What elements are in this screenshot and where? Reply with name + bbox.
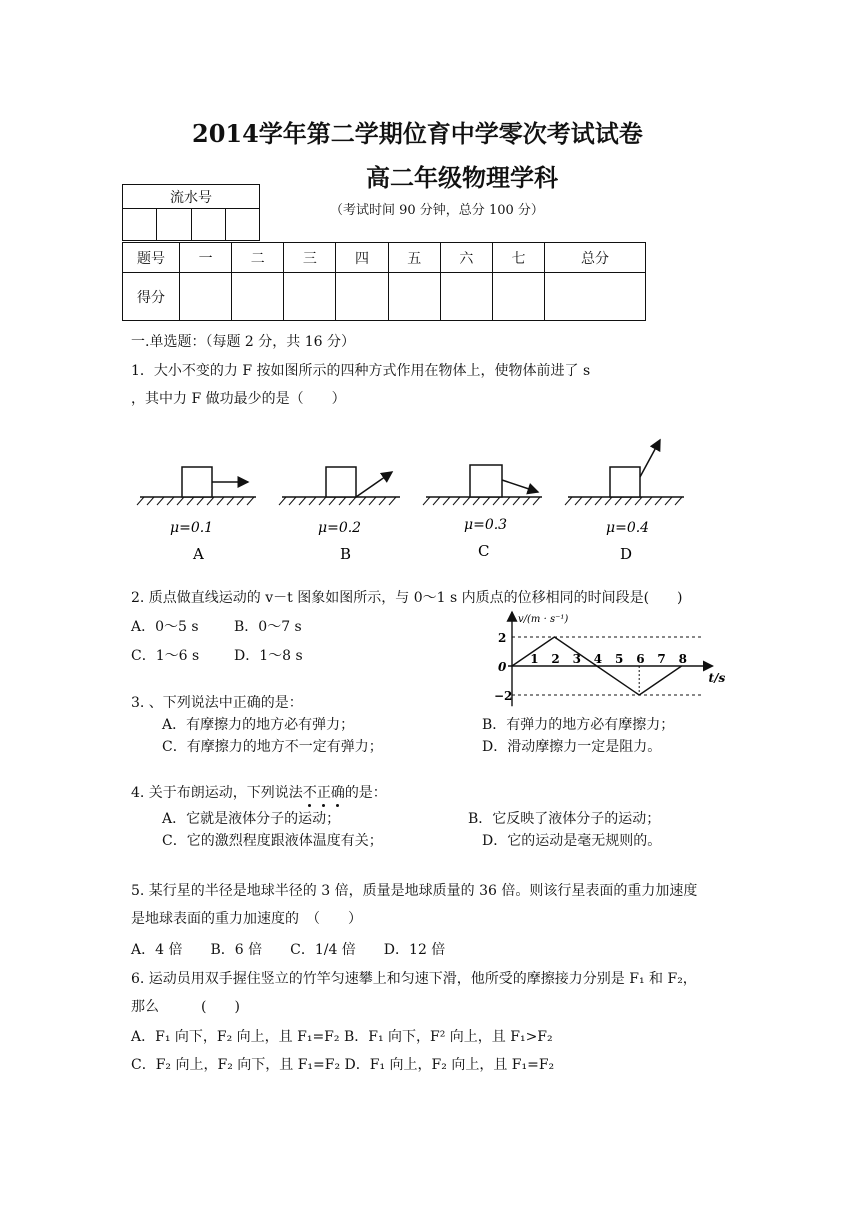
q4-emph-text: 确 (330, 785, 345, 801)
figure-d (565, 440, 684, 563)
figure-c (423, 465, 542, 560)
block-b (326, 467, 356, 497)
q5-stem-line1: 5. 某行星的半径是地球半径的 3 倍，质量是地球质量的 36 倍。则该行星表面的重力加速度 (131, 883, 698, 899)
score-row-label: 得分 (123, 273, 180, 321)
score-col-header: 七 (492, 243, 544, 273)
q4-option-b: B．它反映了液体分子的运动； (468, 811, 661, 827)
score-cell (545, 273, 646, 321)
q2-option-b: B．0～7 s (234, 619, 302, 635)
q5-stem-line2: 是地球表面的重力加速度的 （ ） (131, 911, 362, 927)
figure-letter-c: C (478, 542, 490, 560)
score-col-header: 五 (388, 243, 440, 273)
serial-number-box (122, 184, 260, 241)
x-tick-label: 4 (593, 652, 603, 666)
q4-emph-text: 正 (316, 785, 331, 801)
q4-emph-char (331, 785, 345, 801)
q4-option-d: D．它的运动是毫无规则的。 (482, 833, 662, 849)
score-cell (284, 273, 336, 321)
serial-digit-cell (191, 209, 225, 241)
mu-label-c: μ=0.3 (464, 517, 508, 533)
score-cell (492, 273, 544, 321)
q5-options: A．4 倍 B．6 倍 C．1/4 倍 D．12 倍 (131, 942, 446, 958)
q3-option-a: A．有摩擦力的地方必有弹力； (162, 717, 355, 733)
x-tick-labels (530, 652, 687, 666)
y-tick-label: −2 (494, 689, 513, 703)
serial-number-label: 流水号 (123, 185, 260, 209)
score-cell (388, 273, 440, 321)
exam-title: 2014学年第二学期位育中学零次考试试卷 (192, 119, 643, 148)
q4-option-c: C．它的激烈程度跟液体温度有关； (162, 833, 383, 849)
score-col-header: 一 (180, 243, 232, 273)
q4-option-a: A．它就是液体分子的运动； (162, 811, 341, 827)
serial-digit-cell (157, 209, 191, 241)
serial-digit-cell (225, 209, 259, 241)
q3-option-c: C．有摩擦力的地方不一定有弹力； (162, 739, 383, 755)
mu-label-d: μ=0.4 (606, 520, 650, 536)
q3-stem: 3. 、下列说法中正确的是： (131, 695, 303, 711)
y-tick-label: 2 (498, 631, 507, 645)
q2-option-d: D．1～8 s (234, 648, 303, 664)
score-cell (180, 273, 232, 321)
q1-stem-line2: ，其中力 F 做功最少的是（ ） (131, 391, 346, 407)
section-heading-single-choice: 一.单选题：（每题 2 分，共 16 分） (131, 334, 355, 350)
block-a (182, 467, 212, 497)
figure-b (279, 467, 400, 563)
x-axis-label: t/s (708, 671, 726, 685)
figure-letter-d: D (620, 545, 633, 563)
mu-label-b: μ=0.2 (318, 520, 362, 536)
q4-stem-pre: 4. 关于布朗运动，下列说法 (131, 785, 303, 801)
score-col-header: 三 (284, 243, 336, 273)
score-cell (232, 273, 284, 321)
x-tick-label: 7 (657, 652, 666, 666)
force-arrow-c (502, 480, 538, 492)
figure-letter-a: A (193, 545, 204, 563)
q4-emph-text: 不 (302, 785, 317, 801)
y-tick-label: 0 (498, 660, 507, 674)
q6-stem-line1: 6. 运动员用双手握住竖立的竹竿匀速攀上和匀速下滑，他所受的摩擦接力分别是 F₁ 和 F₂， (131, 971, 697, 987)
score-col-header: 六 (440, 243, 492, 273)
question-number-label: 题号 (123, 243, 180, 273)
score-cell (336, 273, 388, 321)
q4-emph-char (303, 785, 317, 801)
block-c (470, 465, 502, 497)
y-tick-labels (494, 631, 512, 703)
q6-options-cd: C．F₂ 向上，F₂ 向下，且 F₁=F₂ D．F₁ 向上，F₂ 向上，且 F₁=F₂ (131, 1057, 555, 1073)
exam-time-note: （考试时间 90 分钟，总分 100 分） (330, 203, 544, 218)
exam-subject: 高二年级物理学科 (366, 163, 558, 192)
score-col-header: 四 (336, 243, 388, 273)
q6-options-ab: A．F₁ 向下，F₂ 向上，且 F₁=F₂ B．F₁ 向下，F² 向上，且 F₁>F₂ (131, 1029, 553, 1045)
q3-option-b: B．有弹力的地方必有摩擦力； (482, 717, 675, 733)
q6-stem-line2: 那么 ( ) (131, 999, 240, 1015)
q2-option-a: A．0～5 s (131, 619, 199, 635)
x-tick-label: 3 (572, 652, 581, 666)
q4-stem (131, 784, 387, 802)
score-col-header: 总分 (545, 243, 646, 273)
x-tick-label: 5 (615, 652, 624, 666)
force-arrow-b (356, 472, 392, 497)
q1-force-figures (130, 436, 700, 566)
q2-stem: 2. 质点做直线运动的 v－t 图象如图所示，与 0～1 s 内质点的位移相同的时间段是( ) (131, 590, 683, 606)
mu-label-a: μ=0.1 (170, 520, 214, 536)
q4-stem-post: 的是： (344, 785, 387, 801)
q1-stem-line1: 1．大小不变的力 F 按如图所示的四种方式作用在物体上，使物体前进了 s (131, 363, 591, 379)
x-tick-label: 8 (678, 652, 687, 666)
score-col-header: 二 (232, 243, 284, 273)
force-arrow-d (640, 440, 660, 477)
figure-a (137, 467, 256, 563)
q2-option-c: C．1～6 s (131, 648, 200, 664)
q4-emph-char (317, 785, 331, 801)
score-cell (440, 273, 492, 321)
block-d (610, 467, 640, 497)
score-table (122, 242, 646, 321)
x-tick-label: 1 (530, 652, 539, 666)
figure-letter-b: B (340, 545, 352, 563)
y-axis-label: v/(m · s⁻¹) (518, 614, 569, 625)
serial-digit-cell (123, 209, 157, 241)
x-tick-label: 6 (636, 652, 645, 666)
q2-vt-chart (482, 606, 730, 710)
x-tick-label: 2 (551, 652, 560, 666)
q3-option-d: D．滑动摩擦力一定是阻力。 (482, 739, 662, 755)
